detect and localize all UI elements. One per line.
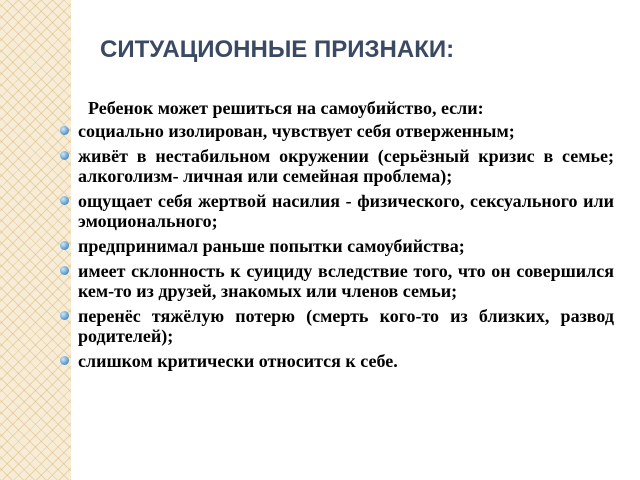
round-bullet-icon (60, 151, 69, 160)
slide-content (60, 98, 614, 376)
round-bullet-icon (60, 266, 69, 275)
round-bullet-icon (60, 356, 69, 365)
round-bullet-icon (60, 241, 69, 250)
round-bullet-icon (60, 126, 69, 135)
slide-title: СИТУАЦИОННЫЕ ПРИЗНАКИ: (100, 36, 455, 63)
list-item (60, 146, 614, 186)
list-item-text: слишком критически относится к себе. (78, 351, 398, 371)
list-item (60, 306, 614, 346)
list-item (60, 121, 614, 141)
list-item (60, 191, 614, 231)
list-item (60, 261, 614, 301)
list-item-text: предпринимал раньше попытки самоубийства; (78, 236, 465, 256)
list-item (60, 236, 614, 256)
list-item-text: социально изолирован, чувствует себя отверженным; (78, 121, 515, 141)
intro-text: Ребенок может решиться на самоубийство, если: (88, 98, 484, 118)
round-bullet-icon (60, 196, 69, 205)
signs-list (60, 121, 614, 371)
list-item-text: имеет склонность к суициду вследствие того, что он совершился кем-то из друзей, знакомых или членов семьи; (78, 261, 614, 301)
list-item-text: ощущает себя жертвой насилия - физического, сексуального или эмоционального; (78, 191, 614, 231)
round-bullet-icon (60, 311, 69, 320)
list-item-text: перенёс тяжёлую потерю (смерть кого-то из близких, развод родителей); (78, 306, 614, 346)
list-item-text: живёт в нестабильном окружении (серьёзный кризис в семье; алкоголизм- личная или семейная проблема); (78, 146, 614, 186)
list-item (60, 351, 614, 371)
